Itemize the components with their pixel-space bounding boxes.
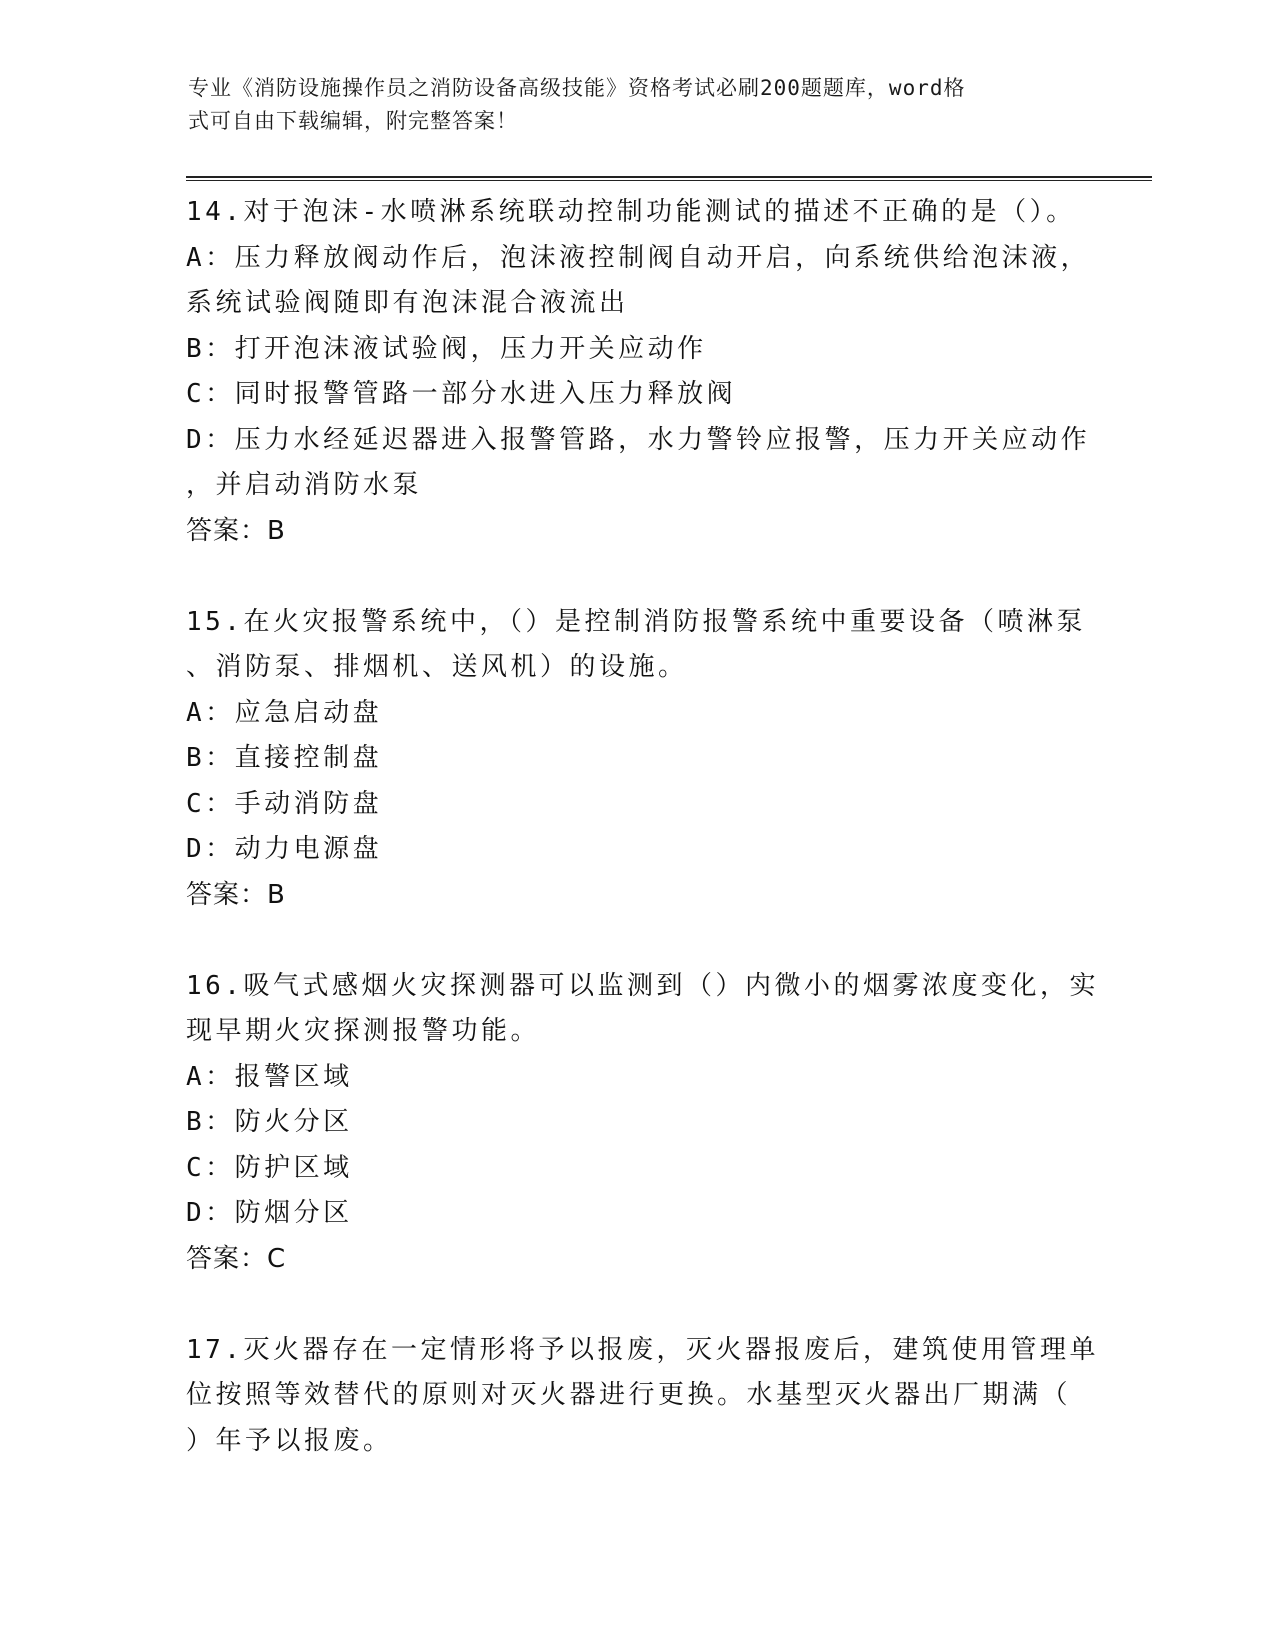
option-d: D：防烟分区 xyxy=(186,1198,353,1228)
question-15 xyxy=(186,600,1086,919)
header-divider xyxy=(186,176,1152,181)
option-d-continued: ，并启动消防水泵 xyxy=(186,470,423,500)
option-c: C：同时报警管路一部分水进入压力释放阀 xyxy=(186,379,737,409)
question-spacer xyxy=(186,554,1066,600)
header-line-2: 式可自由下载编辑，附完整答案！ xyxy=(188,109,518,133)
option-b: B：直接控制盘 xyxy=(186,743,383,773)
header-line-1: 专业《消防设施操作员之消防设备高级技能》资格考试必刷200题题库，word格 xyxy=(188,76,966,100)
question-16 xyxy=(186,964,1099,1283)
option-c: C：手动消防盘 xyxy=(186,788,383,819)
question-17 xyxy=(186,1328,1099,1465)
question-stem: 14.对于泡沫-水喷淋系统联动控制功能测试的描述不正确的是（）。 xyxy=(186,197,1076,227)
question-stem-continued: 位按照等效替代的原则对灭火器进行更换。水基型灭火器出厂期满（ xyxy=(186,1380,1072,1410)
question-stem: 15.在火灾报警系统中，（）是控制消防报警系统中重要设备（喷淋泵 xyxy=(186,606,1086,637)
answer-line: 答案：C xyxy=(186,1243,287,1274)
question-stem-continued: 、消防泵、排烟机、送风机）的设施。 xyxy=(186,652,688,682)
question-list xyxy=(186,190,1099,1464)
option-a-continued: 系统试验阀随即有泡沫混合液流出 xyxy=(186,288,629,318)
question-14 xyxy=(186,190,1091,554)
option-c: C：防护区域 xyxy=(186,1152,353,1183)
question-stem-continued: 现早期火灾探测报警功能。 xyxy=(186,1016,541,1046)
option-a: A：压力释放阀动作后，泡沫液控制阀自动开启，向系统供给泡沫液， xyxy=(186,242,1091,273)
option-b: B：防火分区 xyxy=(186,1107,353,1137)
question-spacer xyxy=(186,1282,1066,1328)
answer-line: 答案：B xyxy=(186,515,286,546)
question-spacer xyxy=(186,918,1066,964)
option-a: A：应急启动盘 xyxy=(186,697,383,728)
option-d: D：动力电源盘 xyxy=(186,834,383,864)
option-b: B：打开泡沫液试验阀，压力开关应动作 xyxy=(186,333,707,364)
question-stem-continued: ）年予以报废。 xyxy=(186,1425,393,1456)
page-header xyxy=(188,72,1068,138)
question-stem: 17.灭火器存在一定情形将予以报废，灭火器报废后，建筑使用管理单 xyxy=(186,1334,1099,1365)
option-a: A：报警区域 xyxy=(186,1061,353,1092)
question-stem: 16.吸气式感烟火灾探测器可以监测到（）内微小的烟雾浓度变化，实 xyxy=(186,970,1099,1001)
option-d: D：压力水经延迟器进入报警管路，水力警铃应报警，压力开关应动作 xyxy=(186,424,1091,455)
answer-line: 答案：B xyxy=(186,879,286,910)
